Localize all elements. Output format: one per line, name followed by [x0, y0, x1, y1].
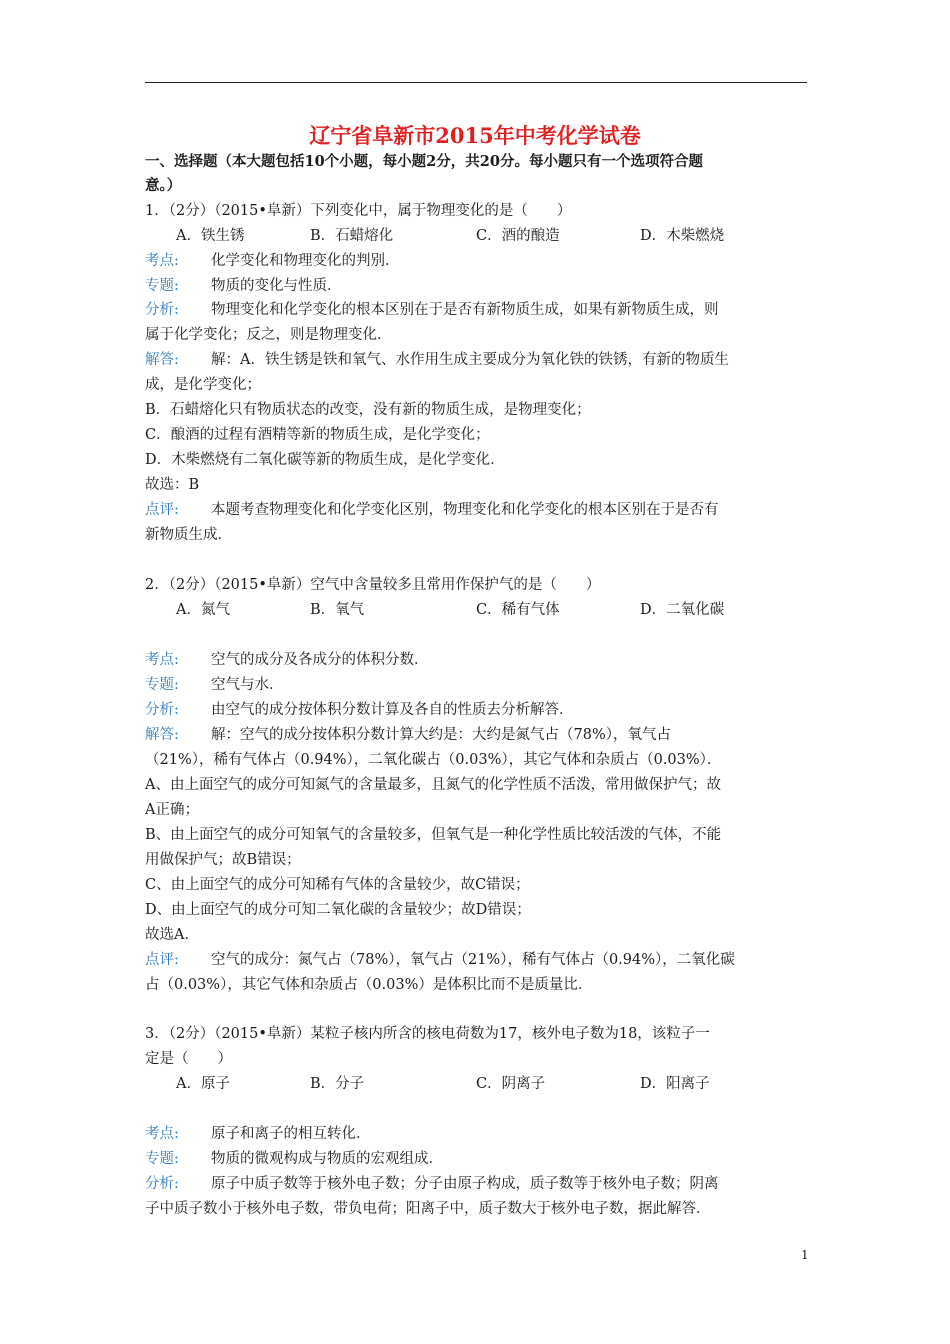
label-zhuanti: 专题:	[145, 1151, 179, 1167]
label-fenxi: 分析:	[145, 1176, 179, 1192]
q2-body-line: C、由上面空气的成分可知稀有气体的含量较少，故C错误；	[145, 877, 530, 893]
q3-option-a: A．原子	[176, 1076, 230, 1092]
label-fenxi: 分析:	[145, 302, 179, 318]
q1-body-line: B．石蜡熔化只有物质状态的改变，没有新的物质生成，是物理变化；	[145, 402, 591, 418]
q3-kaodian	[145, 1124, 810, 1144]
q1-stem: 1．（2分）（2015•阜新）下列变化中，属于物理变化的是（ ）	[145, 203, 572, 219]
page-number: 1	[801, 1248, 809, 1262]
q2-jieda-cont: （21%），稀有气体占（0.94%），二氧化碳占（0.03%），其它气体和杂质占（0.03%）．	[145, 752, 722, 768]
q1-body-line: D．木柴燃烧有二氧化碳等新的物质生成，是化学变化．	[145, 452, 505, 468]
q3-stem: 3．（2分）（2015•阜新）某粒子核内所含的核电荷数为17，核外电子数为18，该粒子一	[145, 1026, 710, 1042]
q2-option-c: C．稀有气体	[476, 602, 560, 618]
label-kaodian: 考点:	[145, 253, 179, 269]
q1-fenxi-cont: 属于化学变化；反之，则是物理变化．	[145, 327, 392, 343]
label-dianping: 点评:	[145, 952, 179, 968]
q2-option-d: D．二氧化碳	[640, 602, 725, 618]
q1-body-line: C．酿酒的过程有酒精等新的物质生成，是化学变化；	[145, 427, 490, 443]
q2-body-line: A、由上面空气的成分可知氮气的含量最多，且氮气的化学性质不活泼，常用做保护气；故	[145, 777, 721, 793]
q1-fenxi-text: 物理变化和化学变化的根本区别在于是否有新物质生成，如果有新物质生成，则	[211, 302, 719, 318]
q2-answer: 故选A．	[145, 927, 199, 943]
q1-kaodian-text: 化学变化和物理变化的判别．	[211, 253, 400, 269]
q2-fenxi	[145, 700, 810, 720]
q2-zhuanti	[145, 675, 810, 695]
q2-body-line: B、由上面空气的成分可知氧气的含量较多，但氧气是一种化学性质比较活泼的气体，不能	[145, 827, 722, 843]
section-header-cont: 意。）	[145, 177, 182, 194]
label-fenxi: 分析:	[145, 702, 179, 718]
q3-zhuanti-text: 物质的微观构成与物质的宏观组成．	[211, 1151, 443, 1167]
q2-body-line: 用做保护气；故B错误；	[145, 852, 301, 868]
doc-title: 辽宁省阜新市2015年中考化学试卷	[309, 123, 641, 148]
q1-kaodian	[145, 251, 810, 271]
q2-dianping-text: 空气的成分：氮气占（78%），氧气占（21%），稀有气体占（0.94%），二氧化碳	[211, 952, 735, 968]
q1-option-a: A．铁生锈	[176, 228, 245, 244]
q1-jieda-text: 解：A．铁生锈是铁和氧气、水作用生成主要成分为氧化铁的铁锈，有新的物质生	[211, 352, 729, 368]
q3-fenxi	[145, 1174, 810, 1194]
label-jieda: 解答:	[145, 352, 179, 368]
q3-option-c: C．阴离子	[476, 1076, 546, 1092]
q2-option-a: A．氮气	[176, 602, 230, 618]
q3-option-d: D．阳离子	[640, 1076, 710, 1092]
q2-option-b: B．氧气	[310, 602, 365, 618]
q2-dianping-cont: 占（0.03%），其它气体和杂质占（0.03%）是体积比而不是质量比．	[145, 977, 593, 993]
q2-body-line: D、由上面空气的成分可知二氧化碳的含量较少；故D错误；	[145, 902, 531, 918]
q1-fenxi	[145, 300, 810, 320]
q2-fenxi-text: 由空气的成分按体积分数计算及各自的性质去分析解答．	[211, 702, 574, 718]
label-kaodian: 考点:	[145, 1126, 179, 1142]
q2-stem: 2．（2分）（2015•阜新）空气中含量较多且常用作保护气的是（ ）	[145, 577, 601, 593]
q2-dianping	[145, 950, 810, 970]
q3-fenxi-text: 原子中质子数等于核外电子数；分子由原子构成，质子数等于核外电子数；阴离	[211, 1176, 719, 1192]
q1-option-c: C．酒的酿造	[476, 228, 560, 244]
q1-option-d: D．木柴燃烧	[640, 228, 725, 244]
q2-kaodian-text: 空气的成分及各成分的体积分数．	[211, 652, 429, 668]
label-kaodian: 考点:	[145, 652, 179, 668]
q2-jieda-text: 解：空气的成分按体积分数计算大约是：大约是氮气占（78%），氧气占	[211, 727, 671, 743]
label-dianping: 点评:	[145, 502, 179, 518]
q3-kaodian-text: 原子和离子的相互转化．	[211, 1126, 371, 1142]
section-header: 一、选择题（本大题包括10个小题，每小题2分，共20分。每小题只有一个选项符合题	[145, 153, 703, 170]
label-zhuanti: 专题:	[145, 677, 179, 693]
header-rule	[145, 82, 807, 83]
q1-jieda-cont: 成，是化学变化；	[145, 377, 261, 393]
q1-zhuanti-text: 物质的变化与性质．	[211, 278, 342, 294]
label-zhuanti: 专题:	[145, 278, 179, 294]
q1-dianping-cont: 新物质生成．	[145, 527, 232, 543]
q2-zhuanti-text: 空气与水．	[211, 677, 284, 693]
q3-option-b: B．分子	[310, 1076, 365, 1092]
q3-zhuanti	[145, 1149, 810, 1169]
q1-dianping-text: 本题考查物理变化和化学变化区别，物理变化和化学变化的根本区别在于是否有	[211, 502, 719, 518]
q2-body-line: A正确；	[145, 802, 199, 818]
q1-answer: 故选：B	[145, 477, 200, 493]
q3-stem-cont: 定是（ ）	[145, 1051, 232, 1067]
q2-kaodian	[145, 650, 810, 670]
q1-zhuanti	[145, 276, 810, 296]
label-jieda: 解答:	[145, 727, 179, 743]
q1-jieda	[145, 350, 810, 370]
q1-dianping	[145, 500, 810, 520]
q2-jieda	[145, 725, 810, 745]
q1-option-b: B．石蜡熔化	[310, 228, 394, 244]
q3-fenxi-cont: 子中质子数小于核外电子数，带负电荷；阳离子中，质子数大于核外电子数，据此解答．	[145, 1201, 711, 1217]
